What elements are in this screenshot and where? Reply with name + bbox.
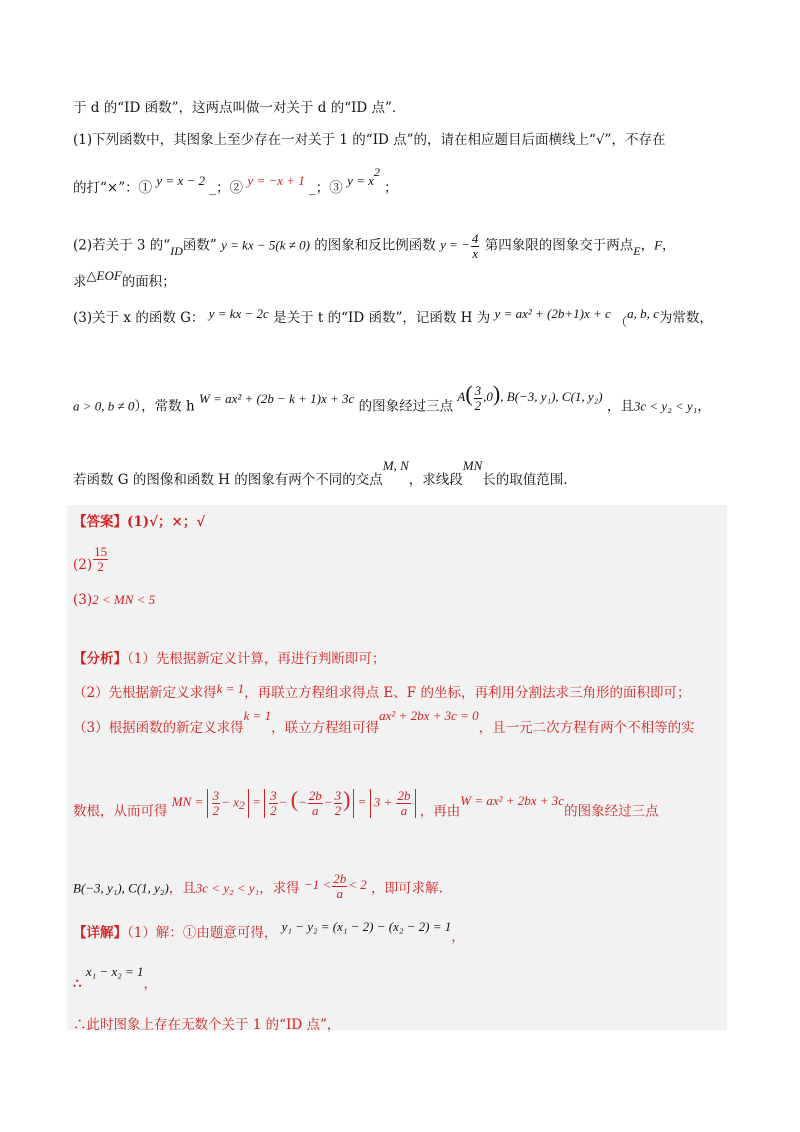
intro-line: 于 d 的“ID 函数”，这两点叫做一对关于 d 的“ID 点”． xyxy=(73,100,406,116)
q3-text-line1: (3)关于 x 的函数 G： y = kx − 2c 是关于 t 的“ID 函数”，记函数 H 为 y = ax² + (2b+1)x + c （a, b, c为常数， xyxy=(73,306,713,329)
q1-sep2: _；③ xyxy=(309,180,343,196)
q2-triangle: △EOF xyxy=(86,268,122,283)
detail-line2: ∴ x₁ − x₂ = 1， xyxy=(73,964,158,992)
analysis-line4: 数根，从而可得 MN = $\frac{3}{2}$ − x2 = $\frac{3}{2}$ − (− $\frac{2b}{a}$ − $\frac{3}{2}$ ) = 3 + $\frac{2b}{a}$ ，再由W = ax² + 2bx + 3c的图象经过三点 xyxy=(73,786,659,820)
analysis-line5: B(−3, y₁), C(1, y₂)，且3c < y₂ < y₁，求得 −1 < $\frac{2b}{a}$ < 2 ，即可求解. xyxy=(73,871,443,901)
answer-line: 【答案】(1)√；×；√ xyxy=(73,514,206,530)
q1-sep1: _；② xyxy=(209,180,244,196)
q3-text-line3: 若函数 G 的图像和函数 H 的图象有两个不同的交点M, N，求线段MN长的取值范围. xyxy=(73,458,568,488)
q2-linear-function: y = kx − 5(k ≠ 0) xyxy=(221,237,310,253)
q1-function-2: y = −x + 1 xyxy=(247,173,305,188)
q3-function-H: y = ax² + (2b+1)x + c xyxy=(494,306,611,321)
q2-text-line2: 求△EOF的面积； xyxy=(73,268,176,290)
q1-end: ； xyxy=(384,180,398,196)
detail-line1: 【详解】（1）解：①由题意可得， y₁ − y₂ = (x₁ − 2) − (x₂ − 2) = 1， xyxy=(73,919,465,945)
analysis-line1: 【分析】（1）先根据新定义计算，再进行判断即可； xyxy=(73,651,386,667)
q3-function-G: y = kx − 2c xyxy=(208,306,269,321)
analysis-line2: （2）先根据新定义求得k = 1，再联立方程组求得点 E、F 的坐标，再利用分割法求三角形的面积即可； xyxy=(73,681,691,701)
q3-points: A( $\frac{3}{2}$ ,0), B(−3, y₁), C(1, y₂) xyxy=(457,381,603,413)
q1-prefix: 的打“×”：① xyxy=(73,180,153,196)
q1-text-line2 xyxy=(73,165,398,198)
answer-3: (3)2 < MN < 5 xyxy=(73,592,156,608)
q3-inequality: 3c < y₂ < y₁ xyxy=(633,398,698,414)
q1-function-3: y = x2 xyxy=(347,165,380,188)
q3-function-W: W = ax² + (2b − k + 1)x + 3c xyxy=(198,391,355,407)
answer-2: (2) $\frac{15}{2}$ xyxy=(73,544,108,574)
q3-text-line2: a > 0, b ≠ 0），常数 h W = ax² + (2b − k + 1)x + 3c 的图象经过三点 A( $\frac{3}{2}$ ,0), B(−3, y₁), C(1, y₂) ，且3c < y₂ < y₁， xyxy=(73,381,711,415)
q2-inverse-function: y = − $\frac{4}{x}$ xyxy=(440,231,479,261)
detail-line3: ∴此时图象上存在无数个关于 1 的“ID 点”， xyxy=(73,1017,341,1033)
analysis-line3: （3）根据函数的新定义求得k = 1，联立方程组可得ax² + 2bx + 3c = 0，且一元二次方程有两个不相等的实 xyxy=(73,708,695,736)
answer-section xyxy=(67,505,727,1030)
q2-text-line1: (2)若关于 3 的“ID函数” y = kx − 5(k ≠ 0) 的图象和反比例函数 y = − $\frac{4}{x}$ 第四象限的图象交于两点E，F， xyxy=(73,231,676,261)
mn-expression: MN = $\frac{3}{2}$ − x2 = $\frac{3}{2}$ − (− $\frac{2b}{a}$ − $\frac{3}{2}$ ) = 3 + $\frac{2b}{a}$ xyxy=(172,794,420,809)
q1-text-line1: (1)下列函数中，其图象上至少存在一对关于 1 的“ID 点”的，请在相应题目后面横线上“√”，不存在 xyxy=(73,132,666,148)
q1-function-1: y = x − 2 xyxy=(156,173,206,188)
